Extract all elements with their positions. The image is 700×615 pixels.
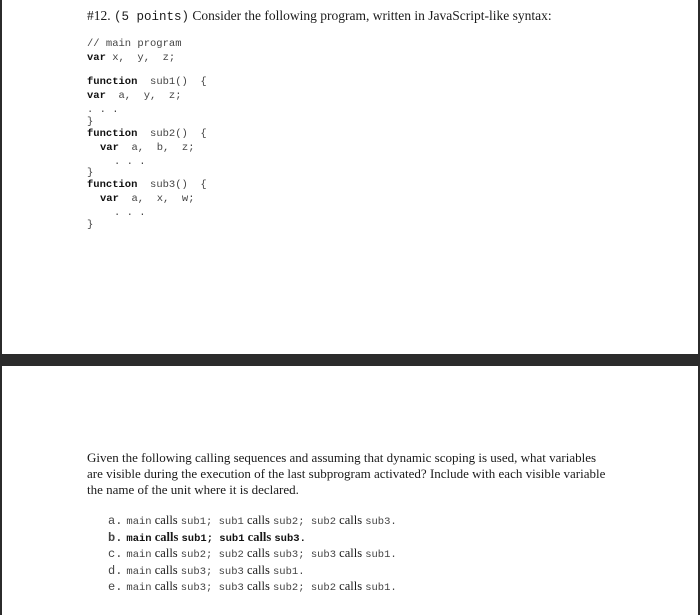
option-e: e. main calls sub3; sub3 calls sub2; sub2 calls sub1.: [108, 579, 397, 594]
code-sub2-decl: var a, b, z;: [100, 142, 195, 154]
instructions: Given the following calling sequences and assuming that dynamic scoping is used, what variables are visible during the execution of the last subprogram activated? Include with each visible variable the name of the unit where it is declared.: [87, 450, 606, 497]
code-sub1-sig: function sub1() {: [87, 76, 207, 88]
options-list: [108, 513, 397, 596]
code-sub1-decl: var a, y, z;: [87, 90, 182, 102]
question-points: (5 points): [114, 10, 190, 24]
code-sub3-decl: var a, x, w;: [100, 193, 195, 205]
option-d: d. main calls sub3; sub3 calls sub1.: [108, 562, 305, 578]
option-b: b. main calls sub1; sub1 calls sub3.: [108, 529, 306, 545]
code-sub2-close: }: [87, 167, 94, 179]
code-sub3-sig: function sub3() {: [87, 179, 207, 191]
code-main-decl: var x, y, z;: [87, 52, 176, 64]
question-prompt: Consider the following program, written in JavaScript-like syntax:: [192, 8, 552, 23]
code-sub1-close: }: [87, 116, 94, 128]
code-sub2-dots: . . .: [114, 156, 146, 168]
page-top: [2, 0, 698, 354]
code-sub2-sig: function sub2() {: [87, 128, 207, 140]
question-header: [87, 8, 552, 24]
option-c: c. main calls sub2; sub2 calls sub3; sub3 calls sub1.: [108, 546, 397, 561]
code-sub3-close: }: [87, 219, 94, 231]
question-number: #12.: [87, 8, 111, 23]
code-sub3-dots: . . .: [114, 207, 146, 219]
code-comment: // main program: [87, 38, 182, 50]
code-sub1-dots: . . .: [87, 104, 119, 116]
option-a: a. main calls sub1; sub1 calls sub2; sub2 calls sub3.: [108, 513, 397, 528]
page-bottom: [2, 366, 698, 615]
